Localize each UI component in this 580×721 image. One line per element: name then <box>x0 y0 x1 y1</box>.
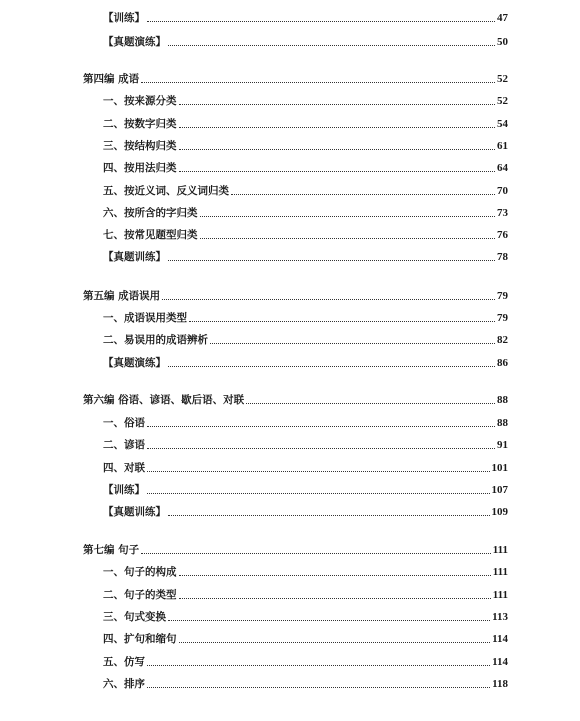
toc-entry-page: 78 <box>497 251 508 263</box>
toc-entry-label: 五、仿写 <box>103 656 145 668</box>
toc-entry-page: 88 <box>497 394 508 406</box>
dot-leader <box>147 21 495 22</box>
toc-entry-page: 54 <box>497 118 508 130</box>
toc-entry <box>103 181 508 197</box>
toc-entry-page: 114 <box>492 633 508 645</box>
toc-entry-label: 四、对联 <box>103 462 145 474</box>
toc-entry <box>103 480 508 496</box>
toc-entry <box>103 330 508 346</box>
toc-section-heading <box>83 69 508 85</box>
toc-entry <box>103 114 508 130</box>
toc-entry-page: 79 <box>497 290 508 302</box>
toc-entry-page: 61 <box>497 140 508 152</box>
toc-entry-page: 50 <box>497 36 508 48</box>
toc-entry-page: 109 <box>491 506 508 518</box>
toc-entry <box>103 607 508 623</box>
dot-leader <box>179 171 496 172</box>
toc-entry <box>103 136 508 152</box>
toc-entry-page: 107 <box>491 484 508 496</box>
dot-leader <box>141 553 491 554</box>
toc-entry-label: 【训练】 <box>103 12 145 24</box>
dot-leader <box>200 238 496 239</box>
toc-entry <box>103 158 508 174</box>
toc-entry-label: 【真题演练】 <box>103 357 166 369</box>
dot-leader <box>168 366 495 367</box>
toc-entry <box>103 91 508 107</box>
toc-entry-page: 52 <box>497 73 508 85</box>
toc-entry-page: 91 <box>497 439 508 451</box>
dot-leader <box>210 343 495 344</box>
toc-entry-page: 88 <box>497 417 508 429</box>
toc-entry-page: 73 <box>497 207 508 219</box>
toc-entry <box>103 32 508 48</box>
toc-entry <box>103 458 508 474</box>
toc-entry-label: 四、按用法归类 <box>103 162 177 174</box>
toc-entry-label: 第六编 俗语、谚语、歇后语、对联 <box>83 394 245 406</box>
dot-leader <box>231 194 495 195</box>
toc-entry <box>103 247 508 263</box>
toc-entry <box>103 353 508 369</box>
dot-leader <box>147 426 495 427</box>
dot-leader <box>168 515 490 516</box>
toc-entry-label: 七、按常见题型归类 <box>103 229 198 241</box>
dot-leader <box>147 448 495 449</box>
toc-entry <box>103 652 508 668</box>
toc-section-heading <box>83 286 508 302</box>
toc-entry-page: 86 <box>497 357 508 369</box>
toc-entry-page: 52 <box>497 95 508 107</box>
dot-leader <box>147 687 490 688</box>
toc-entry-label: 一、按来源分类 <box>103 95 177 107</box>
toc-entry-label: 五、按近义词、反义词归类 <box>103 185 229 197</box>
dot-leader <box>141 82 495 83</box>
toc-entry-label: 第七编 句子 <box>83 544 140 556</box>
toc-entry-page: 101 <box>491 462 508 474</box>
toc-entry-page: 82 <box>497 334 508 346</box>
toc-entry-page: 111 <box>492 544 508 556</box>
toc-entry <box>103 308 508 324</box>
toc-entry-label: 【真题演练】 <box>103 36 166 48</box>
dot-leader <box>179 642 491 643</box>
toc-entry-page: 79 <box>497 312 508 324</box>
toc-entry-page: 113 <box>492 611 508 623</box>
toc-entry-label: 【真题训练】 <box>103 251 166 263</box>
toc-entry-label: 三、句式变换 <box>103 611 166 623</box>
toc-entry-page: 111 <box>492 589 508 601</box>
toc-entry-label: 六、按所含的字归类 <box>103 207 198 219</box>
toc-entry <box>103 502 508 518</box>
toc-entry <box>103 413 508 429</box>
toc-entry-label: 二、易误用的成语辨析 <box>103 334 208 346</box>
dot-leader <box>200 216 496 217</box>
dot-leader <box>162 299 495 300</box>
dot-leader <box>179 598 491 599</box>
toc-entry-page: 76 <box>497 229 508 241</box>
toc-entry-page: 70 <box>497 185 508 197</box>
toc-entry-label: 一、句子的构成 <box>103 566 177 578</box>
toc-entry-label: 四、扩句和缩句 <box>103 633 177 645</box>
toc-entry-label: 【真题训练】 <box>103 506 166 518</box>
toc-entry-label: 【训练】 <box>103 484 145 496</box>
toc-entry <box>103 674 508 690</box>
toc-entry-page: 111 <box>492 566 508 578</box>
dot-leader <box>179 104 496 105</box>
toc-entry <box>103 8 508 24</box>
toc-entry-label: 二、句子的类型 <box>103 589 177 601</box>
toc-entry-label: 六、排序 <box>103 678 145 690</box>
toc-entry <box>103 585 508 601</box>
toc-entry <box>103 629 508 645</box>
toc-section-heading <box>83 540 508 556</box>
toc-entry <box>103 435 508 451</box>
dot-leader <box>147 471 490 472</box>
toc-entry-label: 第四编 成语 <box>83 73 140 85</box>
dot-leader <box>179 127 496 128</box>
dot-leader <box>147 493 490 494</box>
dot-leader <box>168 260 495 261</box>
dot-leader <box>189 321 495 322</box>
toc-entry <box>103 225 508 241</box>
toc-entry-label: 一、俗语 <box>103 417 145 429</box>
toc-entry-label: 二、按数字归类 <box>103 118 177 130</box>
toc-entry-label: 三、按结构归类 <box>103 140 177 152</box>
dot-leader <box>168 620 490 621</box>
toc-entry-page: 47 <box>497 12 508 24</box>
toc-entry <box>103 562 508 578</box>
dot-leader <box>246 403 495 404</box>
dot-leader <box>179 149 496 150</box>
toc-entry-label: 二、谚语 <box>103 439 145 451</box>
dot-leader <box>179 575 491 576</box>
toc-entry-page: 114 <box>492 656 508 668</box>
toc-entry-page: 64 <box>497 162 508 174</box>
toc-entry <box>103 203 508 219</box>
dot-leader <box>168 45 495 46</box>
toc-entry-page: 118 <box>492 678 508 690</box>
toc-entry-label: 第五编 成语误用 <box>83 290 161 302</box>
toc-entry-label: 一、成语误用类型 <box>103 312 187 324</box>
dot-leader <box>147 665 490 666</box>
toc-section-heading <box>83 390 508 406</box>
